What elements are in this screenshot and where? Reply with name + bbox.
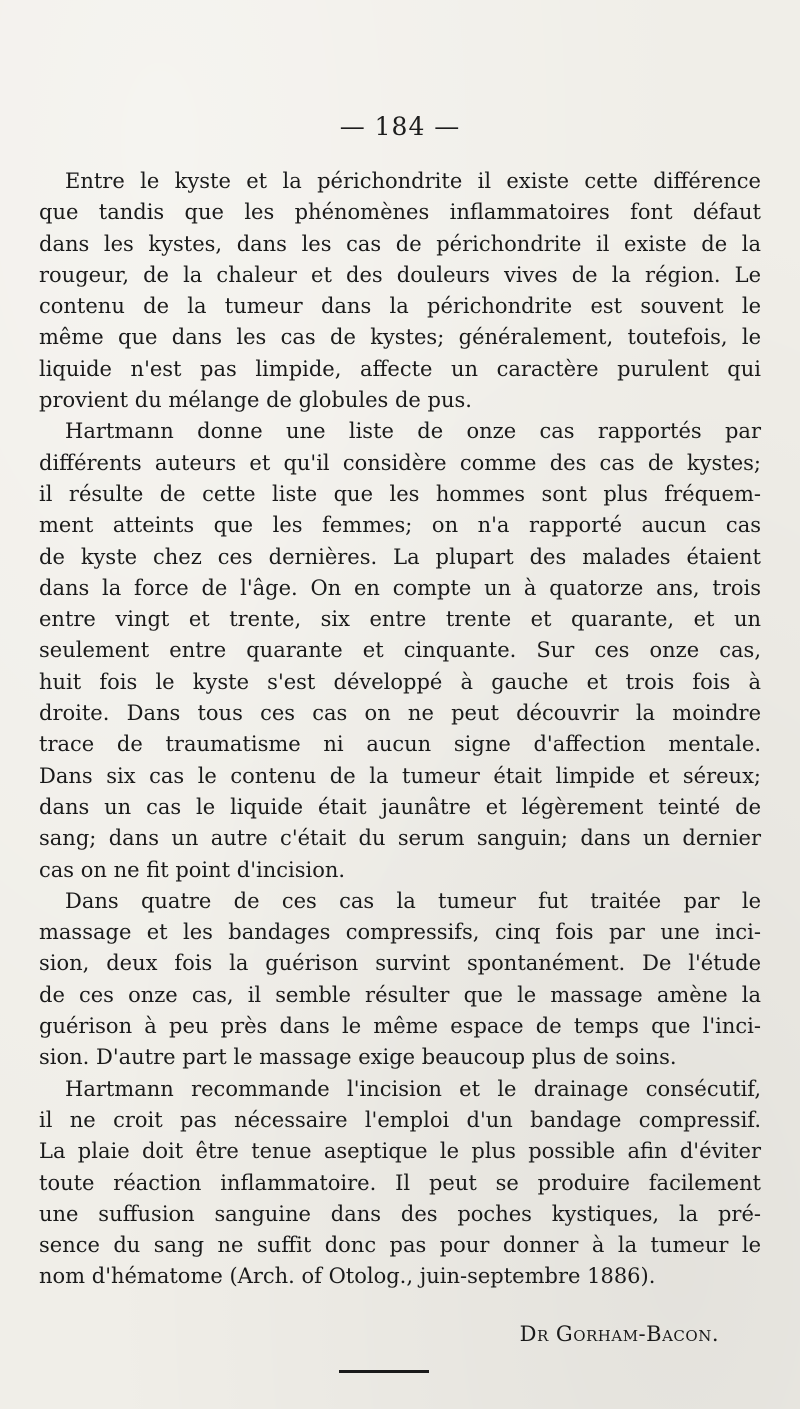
- text-line: Hartmann donne une liste de onze cas rapportés par: [65, 419, 761, 444]
- text-line: que tandis que les phénomènes inflammatoires font défaut: [39, 200, 761, 225]
- text-line: Hartmann recommande l'incision et le drainage consécutif,: [65, 1076, 761, 1101]
- text-line: il ne croit pas nécessaire l'emploi d'un bandage compressif.: [39, 1107, 761, 1132]
- text-line: il résulte de cette liste que les hommes sont plus fréquem-: [39, 481, 761, 506]
- text-line: sang; dans un autre c'était du serum sanguin; dans un dernier: [39, 826, 761, 851]
- text-line: sion, deux fois la guérison survint spontanément. De l'étude: [39, 951, 761, 976]
- text-line: de kyste chez ces dernières. La plupart des malades étaient: [39, 544, 761, 569]
- text-line: sion. D'autre part le massage exige beaucoup plus de soins.: [39, 1045, 677, 1070]
- text-line: Dans quatre de ces cas la tumeur fut traitée par le: [65, 888, 761, 913]
- text-line: dans les kystes, dans les cas de périchondrite il existe de la: [39, 231, 761, 256]
- text-line: sence du sang ne suffit donc pas pour donner à la tumeur le: [39, 1233, 761, 1258]
- text-line: de ces onze cas, il semble résulter que le massage amène la: [39, 982, 761, 1007]
- text-line: dans un cas le liquide était jaunâtre et légèrement teinté de: [39, 794, 761, 819]
- text-line: guérison à peu près dans le même espace de temps que l'inci-: [39, 1014, 761, 1039]
- author-signature: Dr Gorham-Bacon.: [519, 1322, 719, 1346]
- text-line: liquide n'est pas limpide, affecte un caractère purulent qui: [39, 356, 761, 381]
- paragraph-2: [39, 416, 761, 885]
- paragraph-1: [39, 166, 761, 416]
- text-line: toute réaction inflammatoire. Il peut se produire facilement: [39, 1170, 761, 1195]
- page-number: — 184 —: [339, 112, 461, 141]
- text-line: dans la force de l'âge. On en compte un à quatorze ans, trois: [39, 575, 761, 600]
- paragraph-4: [39, 1074, 761, 1293]
- text-line: nom d'hématome (Arch. of Otolog., juin-septembre 1886).: [39, 1264, 656, 1289]
- text-line: ment atteints que les femmes; on n'a rapporté aucun cas: [39, 513, 761, 538]
- body-text: [39, 166, 761, 1293]
- text-line: La plaie doit être tenue aseptique le plus possible afin d'éviter: [39, 1139, 761, 1164]
- text-line: cas on ne fit point d'incision.: [39, 857, 346, 882]
- text-line: Dans six cas le contenu de la tumeur était limpide et séreux;: [39, 763, 761, 788]
- text-line: contenu de la tumeur dans la périchondrite est souvent le: [39, 294, 761, 319]
- text-line: huit fois le kyste s'est développé à gauche et trois fois à: [39, 669, 761, 694]
- text-line: différents auteurs et qu'il considère comme des cas de kystes;: [39, 450, 761, 475]
- closing-rule: [339, 1370, 429, 1373]
- text-line: même que dans les cas de kystes; généralement, toutefois, le: [39, 325, 761, 350]
- text-line: massage et les bandages compressifs, cinq fois par une inci-: [39, 920, 761, 945]
- text-line: provient du mélange de globules de pus.: [39, 388, 472, 413]
- paragraph-3: [39, 886, 761, 1074]
- text-line: rougeur, de la chaleur et des douleurs vives de la région. Le: [39, 262, 761, 287]
- text-line: seulement entre quarante et cinquante. Sur ces onze cas,: [39, 638, 761, 663]
- text-line: entre vingt et trente, six entre trente et quarante, et un: [39, 607, 761, 632]
- text-line: Entre le kyste et la périchondrite il existe cette différence: [65, 169, 761, 193]
- text-line: trace de traumatisme ni aucun signe d'affection mentale.: [39, 732, 761, 757]
- text-line: droite. Dans tous ces cas on ne peut découvrir la moindre: [39, 701, 761, 726]
- text-line: une suffusion sanguine dans des poches kystiques, la pré-: [39, 1201, 761, 1226]
